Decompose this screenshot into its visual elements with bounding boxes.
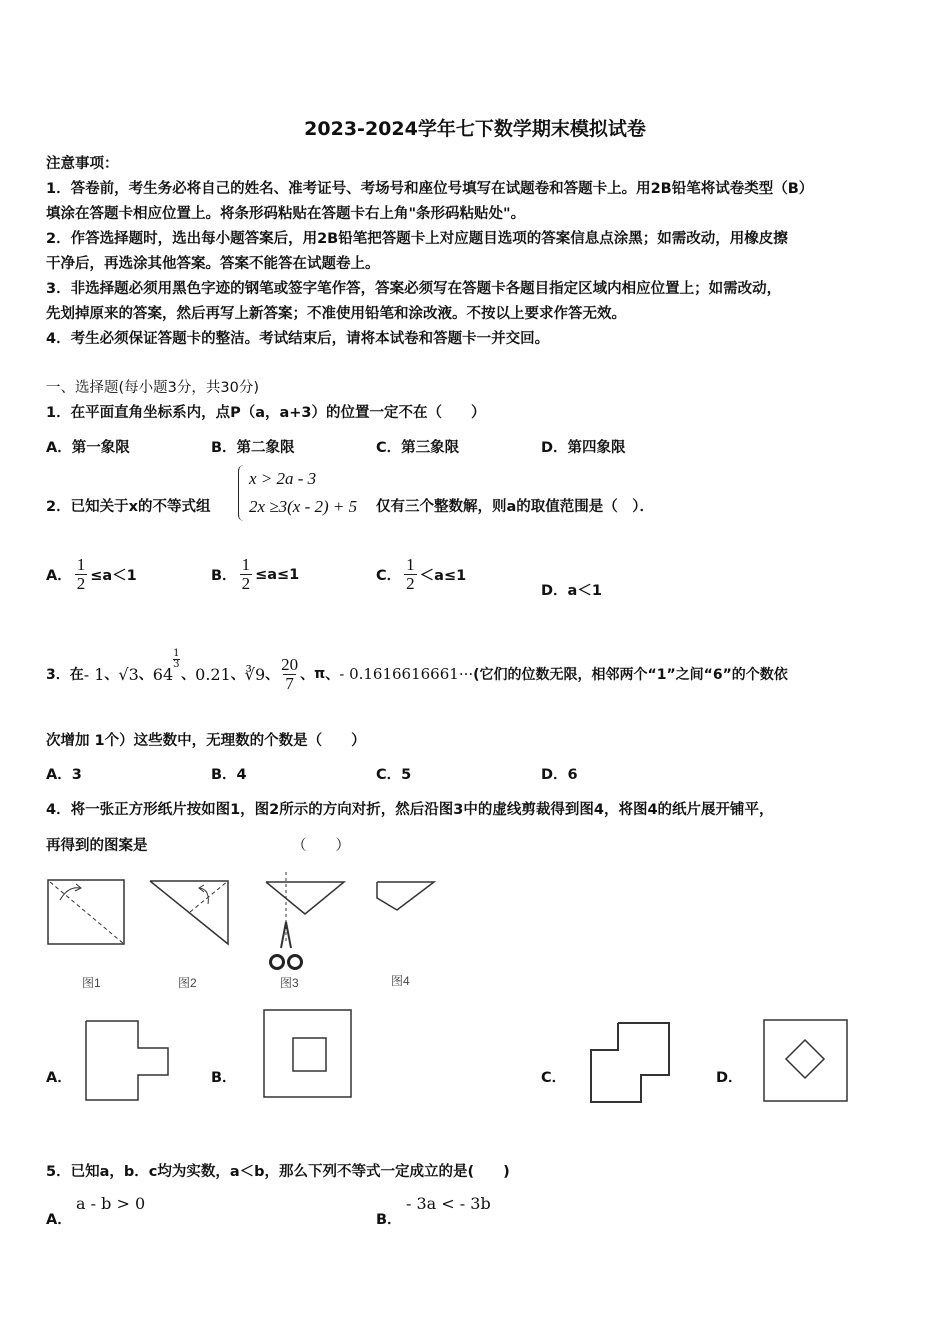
q3-base: 64 [152, 664, 174, 684]
separator: 、 [325, 667, 340, 683]
q2-option-c [376, 556, 466, 593]
q4-option-d-label: D． [716, 1070, 743, 1086]
q4-option-a-label: A． [46, 1070, 72, 1086]
q5-option-a-label: A． [46, 1212, 72, 1228]
q1-option-c: C．第三象限 [376, 440, 460, 456]
q3-prefix: 3．在 [46, 667, 84, 683]
separator: 、 [138, 667, 153, 683]
q4-option-b-shape [262, 1008, 354, 1100]
notice-heading: 注意事项： [46, 156, 119, 172]
q3-option-b: B．4 [211, 767, 247, 783]
q4-stem-line1: 4．将一张正方形纸片按如图1，图2所示的方向对折，然后沿图3中的虚线剪裁得到图4，将图4的纸片展开铺平， [46, 802, 774, 818]
figure-4-caption: 图4 [391, 974, 410, 988]
page-title: 2023-2024学年七下数学期末模拟试卷 [304, 118, 646, 140]
option-text: ≤a＜1 [90, 568, 137, 584]
q2-ineq-1: x > 2a - 3 [249, 469, 317, 488]
q4-option-c-label: C． [541, 1070, 567, 1086]
q2-stem-before: 2．已知关于x的不等式组 [46, 499, 211, 515]
fraction-den: 2 [241, 574, 251, 593]
fraction [240, 556, 253, 593]
notice-line: 先划掉原来的答案，然后再写上新答案；不准使用铅笔和涂改液。不按以上要求作答无效。 [46, 306, 626, 322]
exponent [173, 649, 179, 670]
notice-line: 4．考生必须保证答题卡的整洁。考试结束后，请将本试卷和答题卡一并交回。 [46, 331, 550, 347]
exponent-den: 3 [173, 658, 180, 670]
fraction-den: 2 [406, 574, 415, 593]
q3-item: √3 [118, 664, 139, 684]
fraction [404, 556, 417, 593]
q1-stem: 1．在平面直角坐标系内，点P（a，a+3）的位置一定不在（ ） [46, 405, 486, 421]
fraction-den: 7 [285, 673, 294, 693]
separator: 、 [230, 667, 245, 683]
q1-option-a: A．第一象限 [46, 440, 130, 456]
q4-stem-line2: 再得到的图案是 [46, 838, 148, 854]
notice-line: 填涂在答题卡相应位置上。将条形码粘贴在答题卡右上角"条形码粘贴处"。 [46, 206, 526, 222]
q4-paren: （ ） [292, 838, 350, 854]
q3-item: ∛9 [244, 664, 266, 684]
fraction-den: 2 [76, 574, 86, 593]
q3-item: 0.21 [195, 664, 231, 684]
option-label: D． [541, 583, 568, 599]
option-text: ≤a≤1 [255, 566, 300, 583]
separator: 、 [300, 667, 315, 683]
q3-item: π [314, 666, 326, 682]
fraction [75, 556, 88, 593]
brace [238, 465, 247, 521]
fold-figures [40, 870, 450, 990]
option-label: B． [211, 568, 237, 584]
q4-option-a-shape [84, 1018, 174, 1104]
q2-option-d [541, 579, 602, 600]
figure-1-caption: 图1 [82, 976, 101, 990]
separator: 、 [104, 667, 119, 683]
q5-option-b-label: B． [376, 1212, 402, 1228]
fraction [279, 656, 300, 693]
notice-line: 2．作答选择题时，选出每小题答案后，用2B铅笔把答题卡上对应题目选项的答案信息点涂黑；如需改动，用橡皮擦 [46, 231, 788, 247]
section-heading: 一、选择题(每小题3分，共30分) [46, 380, 259, 396]
q3-item: - 1 [83, 664, 105, 684]
option-text: a＜1 [567, 583, 602, 599]
q2-stem-after: 仅有三个整数解，则a的取值范围是（ ）． [376, 499, 655, 515]
figure-1 [48, 880, 124, 944]
q2-ineq-2: 2x ≥3(x - 2) + 5 [249, 497, 358, 516]
q3-item [152, 647, 180, 684]
notice-line: 3．非选择题必须用黑色字迹的钢笔或签字笔作答，答案必须写在答题卡各题目指定区域内相应位置上；如需改动， [46, 281, 782, 297]
q3-option-c: C．5 [376, 767, 412, 783]
q2-option-a [46, 556, 137, 593]
notice-line: 干净后，再选涂其他答案。答案不能答在试题卷上。 [46, 256, 380, 272]
q3-option-a: A．3 [46, 767, 82, 783]
figure-3-caption: 图3 [280, 976, 299, 990]
q5-option-b-expr: - 3a < - 3b [406, 1194, 491, 1213]
separator: 、 [181, 667, 196, 683]
q4-option-d-shape [762, 1018, 850, 1104]
fraction-num: 20 [281, 654, 299, 674]
figure-4 [377, 882, 434, 910]
figure-3 [266, 872, 344, 969]
q3-suffix: (它们的位数无限，相邻两个“1”之间“6”的个数依 [473, 667, 788, 683]
option-label: C． [376, 568, 402, 584]
q1-option-d: D．第四象限 [541, 440, 626, 456]
option-label: A． [46, 568, 72, 584]
fraction-num: 1 [406, 555, 415, 574]
figure-2-caption: 图2 [178, 976, 197, 990]
q3-stem-line2: 次增加 1个）这些数中，无理数的个数是（ ） [46, 733, 366, 749]
q3-item: - 0.1616616661··· [339, 665, 474, 683]
exponent-num: 1 [173, 647, 180, 659]
separator: 、 [265, 667, 280, 683]
option-text: ＜a≤1 [419, 568, 467, 584]
figure-2 [150, 881, 228, 944]
notice-line: 1．答卷前，考生务必将自己的姓名、准考证号、考场号和座位号填写在试题卷和答题卡上。用2B铅笔将试卷类型（B） [46, 181, 814, 197]
q4-option-c-shape [588, 1020, 674, 1106]
q5-option-a-expr: a - b > 0 [76, 1194, 146, 1213]
q2-option-b [211, 556, 299, 593]
q1-option-b: B．第二象限 [211, 440, 295, 456]
fraction-num: 1 [76, 555, 86, 574]
fraction-num: 1 [241, 555, 251, 574]
q4-option-b-label: B． [211, 1070, 237, 1086]
q5-stem: 5．已知a，b．c均为实数，a＜b，那么下列不等式一定成立的是( ) [46, 1164, 510, 1180]
q3-stem [46, 644, 788, 704]
q3-option-d: D．6 [541, 767, 578, 783]
